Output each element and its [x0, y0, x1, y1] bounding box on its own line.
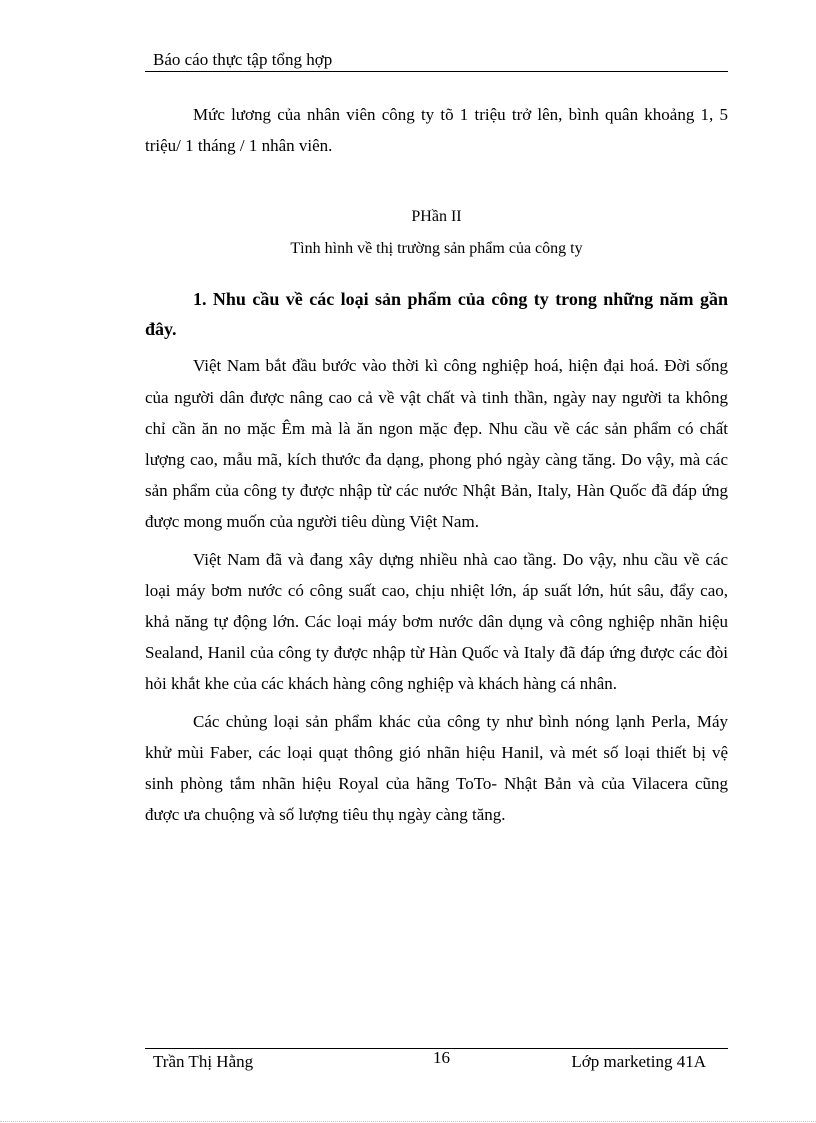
section-body: [145, 350, 728, 830]
page-content: [145, 99, 728, 836]
footer-author: Trần Thị Hằng: [153, 1052, 254, 1071]
body-paragraph: Việt Nam bắt đầu bước vào thời kì công nghiệp hoá, hiện đại hoá. Đời sống của người dân được nâng cao cả về vật chất và tinh thần, ngày nay người ta không chỉ cần ăn no mặc Êm mà là ăn ngon mặc đẹp. Nhu cầu về các sản phẩm có chất lượng cao, mẫu mã, kích thước đa dạng, phong phó ngày càng tăng. Do vậy, mà các sản phẩm của công ty được nhập từ các nước Nhật Bản, Italy, Hàn Quốc đã đáp ứng được mong muốn của người tiêu dùng Việt Nam.: [145, 356, 728, 532]
body-paragraph: Các chủng loại sản phẩm khác của công ty như bình nóng lạnh Perla, Máy khử mùi Faber, các loại quạt thông gió nhãn hiệu Hanil, và mét số loại thiết bị vệ sinh phòng tắm nhãn hiệu Royal của hãng ToTo- Nhật Bản và của Vilacera cũng được ưa chuộng và số lượng tiêu thụ ngày càng tăng.: [145, 711, 728, 825]
page-footer: [145, 1048, 728, 1079]
section-heading: 1. Nhu cầu về các loại sản phẩm của công ty trong những năm gần đây.: [145, 289, 728, 340]
page-edge-divider: [0, 1121, 816, 1122]
report-title: Báo cáo thực tập tổng hợp: [153, 50, 333, 69]
page-header: [145, 49, 728, 72]
footer-class: Lớp marketing 41A: [571, 1052, 706, 1071]
body-paragraph: Việt Nam đã và đang xây dựng nhiều nhà cao tầng. Do vậy, nhu cầu về các loại máy bơm nước có công suất cao, chịu nhiệt lớn, áp suất lớn, hút sâu, đẩy cao, khả năng tự động lớn. Các loại máy bơm nước dân dụng và công nghiệp nhãn hiệu Sealand, Hanil của công ty được nhập từ Hàn Quốc và Italy đã đáp ứng được các đòi hỏi khắt khe của các khách hàng công nghiệp và khách hàng cá nhân.: [145, 549, 728, 694]
part-heading: [145, 204, 728, 262]
page-number: 16: [433, 1048, 450, 1067]
intro-paragraph: Mức lương của nhân viên công ty tõ 1 triệu trở lên, bình quân khoảng 1, 5 triệu/ 1 tháng / 1 nhân viên.: [145, 105, 728, 156]
part-subtitle: Tình hình về thị trường sản phẩm của công ty: [290, 240, 583, 258]
part-title: PHần II: [411, 208, 462, 226]
